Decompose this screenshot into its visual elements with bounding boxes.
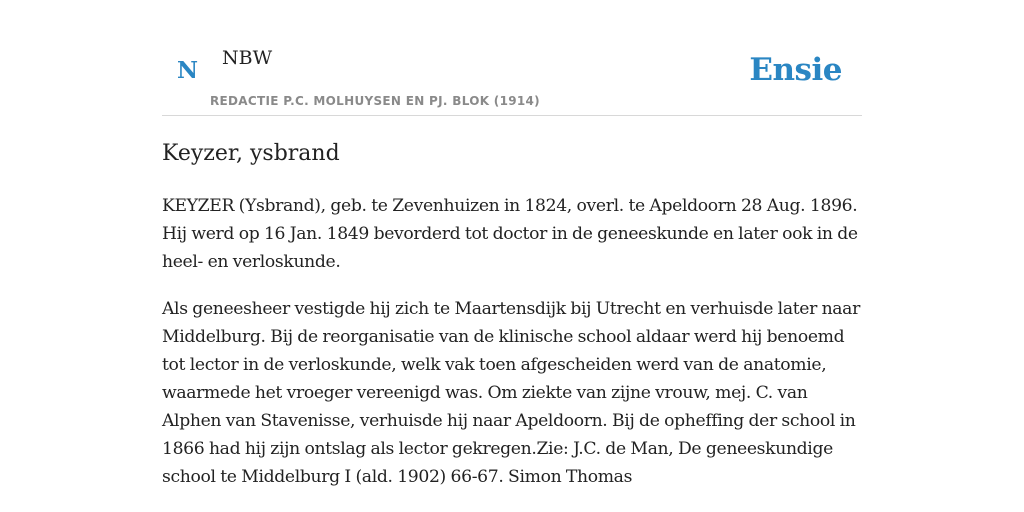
brand-logo-link[interactable]: Ensie xyxy=(749,52,842,88)
source-name-link[interactable]: NBW xyxy=(222,47,273,69)
page xyxy=(162,0,862,512)
article-body xyxy=(162,192,862,510)
article-title: Keyzer, ysbrand xyxy=(162,141,340,166)
source-logo[interactable]: N xyxy=(177,57,199,84)
source-subtitle: REDACTIE P.C. MOLHUYSEN EN PJ. BLOK (1914) xyxy=(210,94,540,108)
source-header xyxy=(162,0,862,116)
article-paragraph: KEYZER (Ysbrand), geb. te Zevenhuizen in 1824, overl. te Apeldoorn 28 Aug. 1896. Hij werd op 16 Jan. 1849 bevorderd tot doctor in de geneeskunde en later ook in de heel- en verloskunde. xyxy=(162,196,858,272)
article-paragraph: Als geneesheer vestigde hij zich te Maartensdijk bij Utrecht en verhuisde later naar Middelburg. Bij de reorganisatie van de klinische school aldaar werd hij benoemd tot lector in de verloskunde, welk vak toen afgescheiden werd van de anatomie, waarmede het vroeger vereenigd was. Om ziekte van zijne vrouw, mej. C. van Alphen van Stavenisse, verhuisde hij naar Apeldoorn. Bij de opheffing der school in 1866 had hij zijn ontslag als lector gekregen.Zie: J.C. de Man, De geneeskundige school te Middelburg I (ald. 1902) 66-67. Simon Thomas xyxy=(162,299,860,487)
